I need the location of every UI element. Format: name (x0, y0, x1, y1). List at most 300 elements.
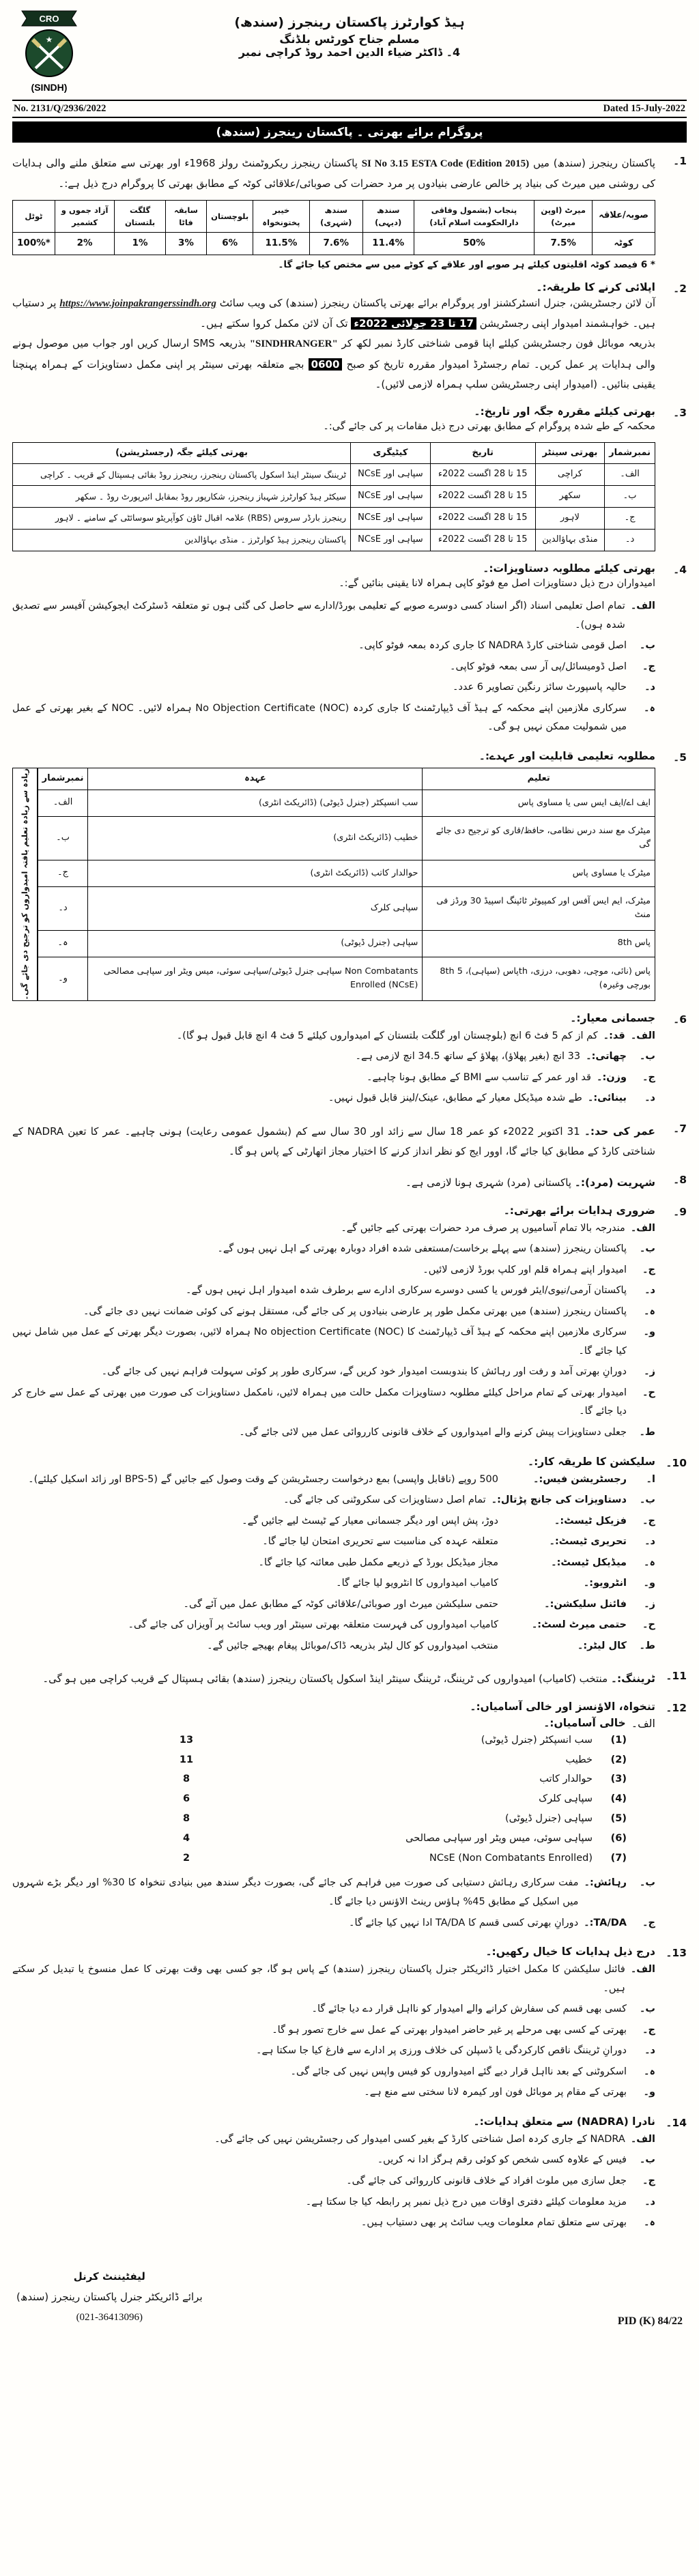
item-marker: ب۔ (639, 2003, 655, 2015)
recruitment-date: 15 تا 28 اگست 2022ء (430, 508, 535, 530)
item-text: بھرتی کے کسی بھی مرحلے پر غیر حاضر امیدوار بھرتی کے عمل سے خارج تصور ہو گا۔ (272, 2024, 627, 2036)
item-marker: ز۔ (644, 1366, 655, 1378)
instruction-item (12, 1323, 655, 1361)
section-number: 13۔ (666, 1947, 687, 1960)
care-instructions-list (12, 1960, 655, 2102)
qualification-column-header: تعلیم (423, 768, 655, 790)
section-number: 2۔ (673, 282, 687, 295)
education-requirement: 8th پاس (سپاہی)، 5th پاس (نائی، موچی، دھوبی، درزی، بورچی وغیرہ) (423, 957, 655, 1000)
quota-value-row (13, 233, 655, 255)
citizenship-heading: شہریت (مرد):۔ (574, 1176, 655, 1189)
item-text: پاکستان آرمی/نیوی/ایئر فورس یا کسی دوسرے سرکاری ادارے سے برطرف شدہ امیدوار اہل نہیں ہوں گے۔ (186, 1285, 627, 1297)
centers-row (13, 508, 655, 530)
section-number: 8۔ (673, 1174, 687, 1187)
item-text: پاکستان رینجرز (سندھ) میں بھرتی مکمل طور پر عارضی بنیادوں پر کی جائے گی، مستقل ہونے کی کوئی ضمانت نہیں دی جائے گی۔ (83, 1305, 627, 1317)
recruitment-date: 15 تا 28 اگست 2022ء (430, 486, 535, 508)
care-instruction-item (12, 2021, 655, 2040)
section-care-instructions (12, 1945, 687, 2104)
item-text: سرکاری ملازمین اپنے محکمہ کے ہیڈ آف ڈیپارٹمنٹ کا No objection Certificate (NOC) ہمراہ لائیں، بصورت دیگر بھرتی کے عمل میں شامل نہیں کیا جائے گا۔ (12, 1327, 627, 1357)
section-age (12, 1121, 687, 1162)
reference-number: No. 2131/Q/2936/2022 (14, 103, 106, 114)
item-marker: الف۔ (630, 1030, 655, 1041)
document-item (12, 699, 655, 737)
vacancy-count: 11 (179, 1754, 194, 1765)
centers-intro: محکمہ کے طے شدہ پروگرام کے مطابق بھرتی درج ذیل مقامات پر کی جائے گی:۔ (323, 421, 655, 433)
item-marker: د۔ (644, 1092, 655, 1104)
pay-extra-item (12, 1914, 655, 1933)
rangers-crest-icon (14, 8, 85, 94)
instructions-heading: ضروری ہدایات برائے بھرتی:۔ (503, 1204, 655, 1217)
instruction-item (12, 1282, 655, 1301)
step-description: 500 روپے (ناقابل واپسی) بمع درخواست رجسٹریشن کے وقت وصول کیے جائیں گے (BPS-5 اور زائد اسکیل کیلئے)۔ (28, 1473, 498, 1485)
text-segment: "SINDHRANGER" (249, 338, 338, 350)
section-number: 3۔ (673, 407, 687, 420)
apply-paragraph-2 (12, 334, 655, 394)
document-item (12, 597, 655, 635)
pay-vacancies-heading: تنخواہ، الاؤنسز اور خالی آسامیاں:۔ (470, 1700, 655, 1713)
qualification-table (38, 768, 655, 1001)
vacancy-serial: (1) (610, 1734, 627, 1746)
quota-value-cell: 11.4% (362, 233, 414, 255)
selection-procedure-list (12, 1471, 655, 1656)
item-marker: الف۔ (630, 1222, 655, 1234)
step-description: دوڑ، پش اپس اور دیگر جسمانی معیار کے ٹیسٹ لیے جائیں گے۔ (242, 1515, 498, 1526)
quota-province-header: خیبر پختونخواہ (253, 200, 310, 233)
item-text: دورانِ ٹریننگ ناقص کارکردگی یا ڈسپلن کی خلاف ورزی پر ادارے سے فارغ کیا جا سکتا ہے۔ (256, 2045, 627, 2057)
care-instruction-item (12, 1960, 655, 1998)
item-label: رہائش:۔ (584, 1877, 627, 1889)
side-note-text: زیادہ سے زیادہ تعلیم یافتہ امیدواروں کو ترجیح دی جائے گی۔ (20, 768, 30, 1000)
item-marker: ط۔ (639, 1427, 655, 1438)
vacancy-count: 4 (182, 1832, 190, 1844)
physical-item (12, 1047, 655, 1067)
vacancy-serial: (6) (610, 1832, 627, 1844)
item-marker: د۔ (644, 1285, 655, 1297)
quota-header-row (13, 200, 655, 233)
emblem-star-icon: ★ (45, 35, 53, 44)
row-serial: الف۔ (38, 790, 88, 816)
centers-heading: بھرتی کیلئے مقررہ جگہ اور تاریخ:۔ (474, 405, 655, 418)
emblem-ribbon-text: CRO (39, 14, 59, 24)
header-title-line: 4۔ ڈاکٹر ضیاء الدین احمد روڈ کراچی نمبر (238, 46, 461, 59)
item-text: کسی بھی قسم کی سفارش کرانے والے امیدوار کو نااہل قرار دے دیا جائے گا۔ (311, 2003, 627, 2015)
step-title: فائنل سلیکشن:۔ (544, 1598, 627, 1610)
citizenship-text: پاکستانی (مرد) شہری ہونا لازمی ہے۔ (405, 1176, 571, 1189)
document-item (12, 658, 655, 677)
vacancy-row (149, 1829, 627, 1848)
qualification-table-wrap (12, 768, 655, 1001)
item-marker: ہ۔ (644, 2066, 655, 2077)
item-text: مندرجہ بالا تمام آسامیوں پر صرف مرد حضرات بھرتی کیے جائیں گے۔ (341, 1222, 625, 1234)
section-qualification (12, 750, 687, 1001)
step-title: انٹرویو:۔ (583, 1578, 627, 1589)
selection-step (12, 1533, 655, 1552)
nadra-instruction-item (12, 2214, 655, 2233)
text-segment: بذریعہ SMS ارسال کریں اور جواب میں موصول ہونے والی ہدایات پر عمل کریں۔ تمام رجسٹرڈ امیدوار مقررہ تاریخ کو صبح (12, 337, 655, 371)
item-marker: ا۔ (646, 1473, 655, 1485)
training-heading: ٹریننگ:۔ (610, 1673, 655, 1685)
centers-table (12, 442, 655, 551)
item-text: فائنل سلیکشن کا مکمل اختیار ڈائریکٹر جنرل پاکستان رینجرز (سندھ) کے پاس ہو گا، جو کسی بھی وقت بھرتی کا عمل منسوخ یا تبدیل کر سکتے ہیں۔ (12, 1964, 625, 1994)
section-pay-vacancies (12, 1701, 687, 1935)
section-documents (12, 562, 687, 739)
section-number: 6۔ (673, 1013, 687, 1026)
item-marker: ہ۔ (644, 1305, 655, 1317)
vacancies-subheading (12, 1717, 655, 1730)
care-instruction-item (12, 2042, 655, 2061)
apply-paragraph-1 (12, 293, 655, 334)
quota-footnote: * 6 فیصد کوٹہ اقلیتوں کیلئے ہر صوبے اور علاقے کے کوٹے میں سے مختص کیا جائے گا۔ (278, 259, 655, 270)
pay-extra-item (12, 1874, 655, 1911)
phone-number: (021-36413096) (76, 2311, 143, 2323)
qualification-column-header: نمبرشمار (38, 768, 88, 790)
step-description: حتمی سلیکشن میرٹ اور صوبائی/علاقائی کوٹہ کے مطابق عمل میں آئے گی۔ (183, 1598, 498, 1610)
physical-item (12, 1089, 655, 1108)
vacancy-row (149, 1810, 627, 1828)
text-segment: https://www.joinpakrangerssindh.org (59, 298, 216, 309)
centers-row (13, 529, 655, 551)
document-date: Dated 15-July-2022 (603, 103, 685, 114)
post-title: سب انسپکٹر (جنرل ڈیوٹی) (ڈائریکٹ انٹری) (88, 790, 423, 816)
registration-place: رینجرز بارڈر سروس (RBS) علامہ اقبال ٹاؤن کوآپریٹو سوسائٹی کے سامنے ۔ لاہور (13, 508, 351, 530)
item-text: قد اور عمر کے تناسب سے BMI کے مطابق ہونا چاہیے۔ (366, 1071, 591, 1083)
section-selection (12, 1456, 687, 1658)
item-marker: د۔ (644, 1536, 655, 1548)
quota-value-cell: *100% (13, 233, 55, 255)
quota-province-header: سندھ (شہری) (309, 200, 362, 233)
care-instruction-item (12, 2000, 655, 2019)
text-segment: بذریعہ موبائل فون رجسٹریشن کیلئے اپنا قومی شناختی کارڈ نمبر لکھ کر (337, 337, 656, 350)
section-quota (12, 154, 687, 270)
section-physical (12, 1012, 687, 1110)
selection-step (12, 1491, 655, 1510)
qualification-row (38, 957, 655, 1000)
recruitment-date: 15 تا 28 اگست 2022ء (430, 529, 535, 551)
step-title: فزیکل ٹیسٹ:۔ (554, 1515, 627, 1526)
item-marker: د۔ (644, 682, 655, 693)
item-text: اصل ڈومیسائل/پی آر سی بمعہ فوٹو کاپی۔ (449, 661, 627, 672)
item-marker: د۔ (644, 2196, 655, 2208)
item-marker: ج۔ (642, 1917, 655, 1928)
vacancy-row (149, 1751, 627, 1769)
row-serial: الف۔ (605, 464, 655, 486)
item-marker: ہ۔ (644, 1557, 655, 1568)
vacancy-count: 8 (182, 1774, 190, 1785)
item-marker: ب۔ (639, 1051, 655, 1062)
text-segment: پاکستان رینجرز ریکروٹمنٹ رولز 1968ء اور بھرتی سے متعلق ملنے والی ہدایات کی روشنی میں میرٹ کی بنیاد پر خالص عارضی بنیادوں پر مرد حضرات کی صوبائی/علاقائی کوٹہ کے مطابق بھرتی کا پروگرام درج ذیل ہے:۔ (12, 157, 655, 190)
reference-row (12, 100, 687, 118)
section-number: 9۔ (673, 1205, 687, 1218)
item-marker: ب۔ (639, 640, 655, 652)
instruction-item (12, 1303, 655, 1322)
quota-label-quota: کوٹہ (593, 233, 655, 255)
vacancy-serial: (2) (610, 1754, 627, 1765)
item-text: بھرتی کے مقام پر موبائل فون اور کیمرہ لانا سختی سے منع ہے۔ (364, 2087, 627, 2098)
item-marker: ج۔ (642, 2175, 655, 2186)
step-title: دستاویزات کی جانچ پڑتال:۔ (491, 1494, 627, 1506)
row-serial: ب۔ (38, 816, 88, 860)
section-training (12, 1668, 687, 1689)
qualification-row (38, 860, 655, 886)
center-name: کراچی (535, 464, 604, 486)
apply-heading: اپلائی کرنے کا طریقہ:۔ (536, 280, 655, 293)
post-title: حوالدار کاتب (ڈائریکٹ انٹری) (88, 860, 423, 886)
vacancy-post: سپاہی سوئی، میس ویٹر اور سپاہی مصالحی (405, 1832, 593, 1844)
section-apply (12, 281, 687, 394)
item-marker: ب۔ (639, 1494, 655, 1506)
documents-heading: بھرتی کیلئے مطلوبہ دستاویزات:۔ (483, 562, 655, 575)
row-serial: ج۔ (38, 860, 88, 886)
header-title-line: مسلم جناح کورٹس بلڈنگ (279, 33, 420, 46)
qualification-heading: مطلوبہ تعلیمی قابلیت اور عہدے:۔ (479, 750, 655, 763)
quota-province-header: سابقہ فاٹا (165, 200, 206, 233)
nadra-instruction-item (12, 2151, 655, 2170)
vacancy-count: 8 (182, 1812, 190, 1824)
qualification-row (38, 816, 655, 860)
item-text: امیدوار اپنے ہمراہ قلم اور کلپ بورڈ لازمی لائیں۔ (423, 1264, 627, 1275)
step-description: کامیاب امیدواروں کا انٹرویو لیا جائے گا۔ (336, 1578, 498, 1589)
instruction-item (12, 1240, 655, 1259)
section-number: 7۔ (673, 1122, 687, 1135)
pid-number: PID (K) 84/22 (617, 2315, 683, 2327)
centers-column-header: بھرتی کیلئے جگہ (رجسٹریشن) (13, 442, 351, 464)
item-marker: ز۔ (644, 1598, 655, 1610)
document-header (12, 8, 687, 96)
item-text: پاکستان رینجرز (سندھ) سے پہلے برخاست/مستعفی شدہ افراد دوبارہ بھرتی کے اہل نہیں ہوں گے۔ (217, 1243, 627, 1255)
item-marker: الف۔ (630, 1964, 655, 1976)
centers-row (13, 486, 655, 508)
header-titles (12, 11, 687, 59)
quota-province-header: پنجاب (بشمول وفاقی دارالحکومت اسلام آباد) (414, 200, 534, 233)
nadra-heading: نادرا (NADRA) سے متعلق ہدایات:۔ (473, 2115, 655, 2128)
quota-value-cell: 6% (207, 233, 253, 255)
documents-intro: امیدواران درج ذیل دستاویزات اصل مع فوٹو کاپی ہمراہ لانا یقینی بنائیں گے:۔ (339, 577, 655, 589)
selection-step (12, 1471, 655, 1490)
step-description: مجاز میڈیکل بورڈ کے ذریعے مکمل طبی معائنہ کیا جائے گا۔ (258, 1557, 498, 1568)
item-label: TA/DA:۔ (584, 1917, 627, 1928)
item-marker: الف۔ (630, 600, 655, 612)
category: سپاہی اور NCsE (351, 486, 430, 508)
quota-value-cell: 50% (414, 233, 534, 255)
quota-province-header: میرٹ (اوپن میرٹ) (534, 200, 593, 233)
nadra-instructions-list (12, 2130, 655, 2233)
vacancy-post: حوالدار کاتب (539, 1774, 593, 1785)
section-number: 5۔ (673, 751, 687, 764)
section-number: 12۔ (666, 1701, 687, 1714)
qualification-table-body (38, 790, 655, 1000)
centers-column-header: کیٹیگری (351, 442, 430, 464)
documents-list (12, 597, 655, 737)
quota-intro-paragraph (12, 154, 655, 194)
item-label: قد:۔ (603, 1030, 625, 1041)
item-text: تمام اصل تعلیمی اسناد (اگر اسناد کسی دوسرے صوبے کے تعلیمی بورڈ/ادارے سے حاصل کی گئی ہوں تو متعلقہ ڈسٹرکٹ ایجوکیشن آفیسر سے تصدیق شدہ ہوں)۔ (12, 600, 625, 631)
qualification-column-header: عہدہ (88, 768, 423, 790)
quota-province-header: گلگت بلتستان (115, 200, 165, 233)
vacancy-count: 13 (179, 1734, 194, 1746)
citizenship-line (12, 1172, 655, 1193)
step-description: تمام اصل دستاویزات کی سکروٹنی کی جائے گی۔ (283, 1494, 486, 1506)
care-instructions-heading: درج ذیل ہدایات کا خیال رکھیں:۔ (485, 1945, 655, 1958)
instruction-item (12, 1261, 655, 1280)
qualification-row (38, 790, 655, 816)
vacancy-serial: (5) (610, 1812, 627, 1824)
vacancy-post: خطیب (565, 1754, 593, 1765)
vacancy-count: 6 (182, 1793, 190, 1805)
item-text: دورانِ بھرتی کسی قسم کا TA/DA ادا نہیں کیا جائے گا۔ (349, 1917, 579, 1928)
item-marker: ہ۔ (644, 702, 655, 714)
step-title: کال لیٹر:۔ (577, 1640, 627, 1651)
vacancy-serial: (4) (610, 1793, 627, 1805)
vacancy-post: سپاہی (جنرل ڈیوٹی) (504, 1812, 593, 1824)
step-description: منتخب امیدواروں کو کال لیٹر بذریعہ ڈاک/موبائل پیغام بھیجے جائیں گے۔ (207, 1640, 498, 1651)
selection-step (12, 1512, 655, 1531)
section-number: 4۔ (673, 563, 687, 576)
age-heading: عمر کی حد:۔ (584, 1125, 656, 1138)
centers-column-header: نمبرشمار (605, 442, 655, 464)
row-serial: ب۔ (605, 486, 655, 508)
item-marker: ط۔ (639, 1640, 655, 1651)
document-item (12, 637, 655, 656)
item-text: حالیہ پاسپورٹ سائز رنگین تصاویر 6 عدد۔ (452, 682, 627, 693)
text-segment: تک آن لائن مکمل کروا سکتے ہیں۔ (200, 317, 352, 330)
post-title: سپاہی کلرک (88, 886, 423, 930)
item-text: بھرتی سے متعلق تمام معلومات ویب سائٹ پر بھی دستیاب ہیں۔ (360, 2217, 627, 2229)
step-description: کامیاب امیدواروں کی فہرست متعلقہ بھرتی سینٹر اور ویب سائٹ پر آویزاں کی جائے گی۔ (128, 1619, 498, 1631)
item-marker: الف۔ (631, 1716, 655, 1730)
recruitment-date: 15 تا 28 اگست 2022ء (430, 464, 535, 486)
text-segment: آن لائن رجسٹریشن، جنرل انسٹرکشنز اور پروگرام برائے بھرتی پاکستان رینجرز (سندھ) کی ویب سائٹ (216, 296, 655, 309)
instruction-item (12, 1219, 655, 1239)
section-nadra (12, 2115, 687, 2235)
training-text: منتخب (کامیاب) امیدواروں کی ٹریننگ، ٹریننگ سینٹر اینڈ اسکول پاکستان رینجرز (سندھ) بقائی ہسپتال کے قریب کراچی میں ہو گی۔ (42, 1673, 608, 1685)
quota-province-header: ٹوٹل (13, 200, 55, 233)
text-segment: 0600 (309, 358, 343, 371)
centers-header-row (13, 442, 655, 464)
instruction-item (12, 1363, 655, 1382)
quota-value-cell: 3% (165, 233, 206, 255)
item-marker: و۔ (643, 1327, 655, 1338)
quota-value-cell: 1% (115, 233, 165, 255)
quota-province-header: آزاد جموں و کشمیر (55, 200, 115, 233)
instructions-list (12, 1219, 655, 1443)
center-name: لاہور (535, 508, 604, 530)
vacancy-post: (Non Combatants Enrolled) NCsE (429, 1852, 593, 1864)
quota-province-header: سندھ (دیہی) (362, 200, 414, 233)
item-text: جعل سازی میں ملوث افراد کے خلاف قانونی کارروائی کی جائے گی۔ (346, 2175, 627, 2186)
education-requirement: ایف اے/ایف ایس سی یا مساوی پاس (423, 790, 655, 816)
quota-value-cell: 7.5% (534, 233, 593, 255)
category: سپاہی اور NCsE (351, 508, 430, 530)
emblem-subtitle-text: (SINDH) (31, 82, 68, 93)
age-limit-line (12, 1121, 655, 1162)
vacancies-label: خالی آسامیاں:۔ (543, 1716, 626, 1729)
instruction-item (12, 1423, 655, 1443)
instruction-item (12, 1384, 655, 1421)
item-marker: ح۔ (642, 1387, 655, 1398)
quota-value-cell: 7.6% (309, 233, 362, 255)
item-label: وزن:۔ (596, 1071, 627, 1083)
selection-step (12, 1554, 655, 1573)
centers-column-header: تاریخ (430, 442, 535, 464)
step-title: میڈیکل ٹیسٹ:۔ (551, 1557, 627, 1568)
section-instructions (12, 1204, 687, 1445)
nadra-instruction-item (12, 2130, 655, 2150)
document-footer (12, 2266, 687, 2328)
pay-extra-list (12, 1874, 655, 1933)
vacancy-row (149, 1790, 627, 1808)
section-number: 1۔ (673, 155, 687, 167)
education-requirement: 8th پاس (423, 930, 655, 957)
item-marker: الف۔ (630, 2133, 655, 2145)
item-marker: ج۔ (642, 2024, 655, 2036)
item-text: سرکاری ملازمین اپنے محکمہ کے ہیڈ آف ڈیپارٹمنٹ کا جاری کردہ No Objection Certificate (NOC) ہمراہ لائیں۔ NOC کے بغیر بھرتی کے عمل میں شمولیت ممکن نہیں ہو گی۔ (12, 702, 627, 733)
qualification-row (38, 930, 655, 957)
centers-row (13, 464, 655, 486)
header-title-line: ہیڈ کوارٹرز پاکستان رینجرز (سندھ) (234, 15, 465, 30)
post-title: خطیب (ڈائریکٹ انٹری) (88, 816, 423, 860)
item-marker: ج۔ (642, 1515, 655, 1526)
rangers-emblem (14, 8, 85, 97)
document-item (12, 678, 655, 697)
vacancy-post: سب انسپکٹر (جنرل ڈیوٹی) (481, 1734, 593, 1746)
row-serial: ہ۔ (38, 930, 88, 957)
qualification-side-note (12, 768, 38, 1001)
selection-step (12, 1595, 655, 1615)
quota-value-cell: 2% (55, 233, 115, 255)
item-marker: و۔ (643, 1578, 655, 1589)
section-citizenship (12, 1172, 687, 1193)
item-text: دورانِ بھرتی آمد و رفت اور رہائش کا بندوبست امیدوار خود کریں گے، سرکاری طور پر کوئی سہولت فراہم نہیں کی جائے گی۔ (101, 1366, 627, 1378)
education-requirement: میٹرک، ایم ایس آفس اور کمپیوٹر ٹائپنگ اسپیڈ 30 ورڈز فی منٹ (423, 886, 655, 930)
signatory-title: برائے ڈائریکٹر جنرل پاکستان رینجرز (سندھ) (16, 2290, 203, 2303)
item-text: مفت سرکاری رہائش دستیابی کی صورت میں فراہم کی جائے گی، بصورت دیگر سندھ میں بنیادی تنخواہ کا 30% اور دیگر بڑے شہروں میں اسکیل کے مطابق 45% ہاؤس رینٹ الاؤنس دیا جائے گا۔ (12, 1877, 579, 1907)
item-text: اسکروٹنی کے بعد نااہل قرار دیے گئے امیدواروں کو فیس واپس نہیں کی جائے گی۔ (290, 2066, 627, 2077)
qualification-header-row (38, 768, 655, 790)
selection-step (12, 1637, 655, 1656)
age-text: 31 اکتوبر 2022ء کو عمر 18 سال سے زائد اور 30 سال سے کم (بشمول عمومی رعایت) ہونی چاہیے۔ عمر کا تعین NADRA کے شناختی کارڈ کے مطابق کیا جائے گا، اوور ایج کو نظر انداز کرنے کا اختیار مجاز اتھارٹی کے پاس ہو گا۔ (12, 1125, 655, 1158)
quota-label-province: صوبہ/علاقہ (593, 200, 655, 233)
item-text: 33 انچ (بغیر پھلاؤ)، پھلاؤ کے ساتھ 34.5 انچ لازمی ہے۔ (355, 1051, 581, 1062)
quota-table (12, 200, 655, 255)
section-number: 14۔ (666, 2116, 687, 2129)
item-text: فیس کے علاوہ کسی شخص کو کوئی رقم ہرگز ادا نہ کریں۔ (377, 2154, 627, 2166)
item-label: بینائی:۔ (587, 1092, 627, 1104)
section-number: 10۔ (666, 1456, 687, 1469)
physical-heading: جسمانی معیار:۔ (570, 1011, 655, 1024)
care-instruction-item (12, 2063, 655, 2082)
item-marker: ج۔ (642, 1264, 655, 1275)
item-text: NADRA کے جاری کردہ اصل شناختی کارڈ کے بغیر کسی امیدوار کی رجسٹریشن نہیں کی جائے گی۔ (214, 2133, 625, 2145)
row-serial: و۔ (38, 957, 88, 1000)
item-marker: ح۔ (642, 1619, 655, 1631)
text-segment: 17 تا 23 جولائی 2022ء (351, 317, 476, 330)
selection-step (12, 1574, 655, 1593)
item-marker: ب۔ (639, 1243, 655, 1255)
item-text: طے شدہ میڈیکل معیار کے مطابق، عینک/لینز قابل قبول نہیں۔ (328, 1092, 582, 1104)
physical-standards-list (12, 1027, 655, 1108)
text-segment: پر دستیاب ہیں۔ خواہشمند امیدوار اپنی رجسٹریشن (12, 296, 655, 330)
item-marker: ج۔ (642, 1071, 655, 1083)
vacancy-row (149, 1849, 627, 1868)
training-line (12, 1668, 655, 1689)
quota-value-cell: 11.5% (253, 233, 310, 255)
text-segment: پاکستان رینجرز (سندھ) میں (529, 157, 655, 169)
step-title: حتمی میرٹ لسٹ:۔ (531, 1619, 627, 1631)
item-text: کم از کم 5 فٹ 6 انچ (بلوچستان اور گلگت بلتستان کے امیدواروں کیلئے 5 فٹ 4 انچ قابل قبول ہو گا)۔ (176, 1030, 598, 1041)
vacancy-serial: (7) (610, 1852, 627, 1864)
item-marker: ب۔ (639, 2154, 655, 2166)
education-requirement: میٹرک مع سند درس نظامی، حافظ/قاری کو ترجیح دی جائے گی (423, 816, 655, 860)
